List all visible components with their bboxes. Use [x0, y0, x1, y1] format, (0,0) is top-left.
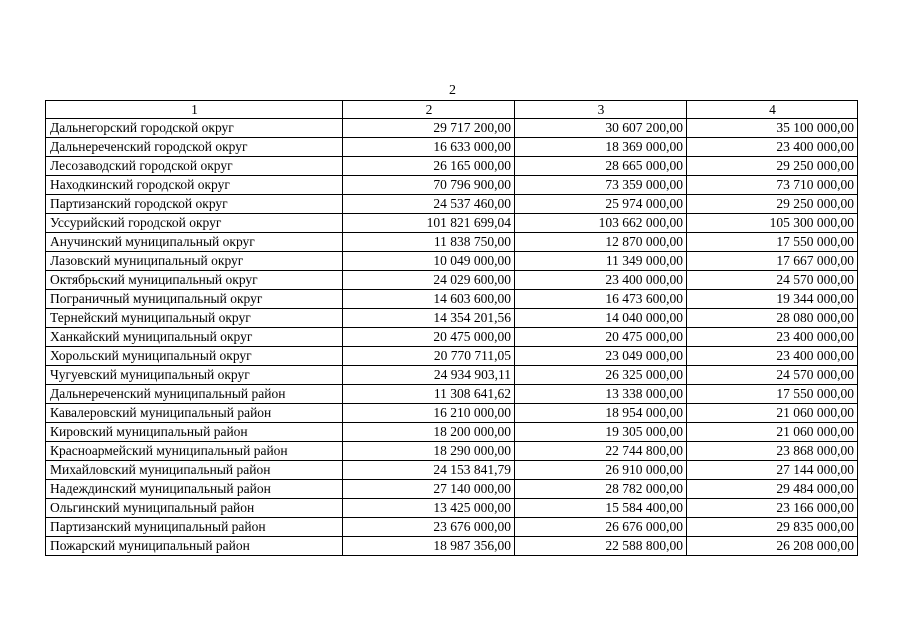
- municipality-name-cell: Дальнереченский муниципальный район: [46, 385, 343, 404]
- value-cell-col2: 27 140 000,00: [343, 480, 515, 499]
- value-cell-col2: 11 838 750,00: [343, 233, 515, 252]
- value-cell-col4: 21 060 000,00: [687, 404, 858, 423]
- table-row: [46, 309, 858, 328]
- table-body: [46, 119, 858, 556]
- municipality-name-cell: Находкинский городской округ: [46, 176, 343, 195]
- value-cell-col4: 29 835 000,00: [687, 518, 858, 537]
- municipality-name-cell: Уссурийский городской округ: [46, 214, 343, 233]
- value-cell-col2: 13 425 000,00: [343, 499, 515, 518]
- value-cell-col2: 20 475 000,00: [343, 328, 515, 347]
- value-cell-col3: 23 400 000,00: [515, 271, 687, 290]
- municipality-name-cell: Чугуевский муниципальный округ: [46, 366, 343, 385]
- table-row: [46, 328, 858, 347]
- municipality-name-cell: Лазовский муниципальный округ: [46, 252, 343, 271]
- value-cell-col2: 11 308 641,62: [343, 385, 515, 404]
- value-cell-col4: 27 144 000,00: [687, 461, 858, 480]
- value-cell-col4: 29 250 000,00: [687, 157, 858, 176]
- municipality-name-cell: Партизанский городской округ: [46, 195, 343, 214]
- value-cell-col3: 26 325 000,00: [515, 366, 687, 385]
- value-cell-col2: 20 770 711,05: [343, 347, 515, 366]
- table-row: [46, 537, 858, 556]
- column-header-1: 1: [46, 101, 343, 119]
- value-cell-col2: 23 676 000,00: [343, 518, 515, 537]
- value-cell-col3: 26 676 000,00: [515, 518, 687, 537]
- value-cell-col2: 24 153 841,79: [343, 461, 515, 480]
- table-row: [46, 499, 858, 518]
- value-cell-col2: 24 029 600,00: [343, 271, 515, 290]
- column-header-2: 2: [343, 101, 515, 119]
- municipality-name-cell: Пожарский муниципальный район: [46, 537, 343, 556]
- value-cell-col3: 18 954 000,00: [515, 404, 687, 423]
- value-cell-col2: 18 290 000,00: [343, 442, 515, 461]
- table-row: [46, 404, 858, 423]
- table-row: [46, 138, 858, 157]
- value-cell-col4: 29 484 000,00: [687, 480, 858, 499]
- column-header-3: 3: [515, 101, 687, 119]
- value-cell-col2: 24 537 460,00: [343, 195, 515, 214]
- value-cell-col3: 16 473 600,00: [515, 290, 687, 309]
- municipality-name-cell: Михайловский муниципальный район: [46, 461, 343, 480]
- value-cell-col2: 14 354 201,56: [343, 309, 515, 328]
- value-cell-col4: 23 400 000,00: [687, 138, 858, 157]
- value-cell-col3: 25 974 000,00: [515, 195, 687, 214]
- value-cell-col3: 73 359 000,00: [515, 176, 687, 195]
- value-cell-col2: 101 821 699,04: [343, 214, 515, 233]
- value-cell-col4: 35 100 000,00: [687, 119, 858, 138]
- column-header-4: 4: [687, 101, 858, 119]
- value-cell-col4: 29 250 000,00: [687, 195, 858, 214]
- table-row: [46, 461, 858, 480]
- municipality-name-cell: Партизанский муниципальный район: [46, 518, 343, 537]
- municipality-name-cell: Хорольский муниципальный округ: [46, 347, 343, 366]
- table-header: [46, 101, 858, 119]
- value-cell-col3: 28 665 000,00: [515, 157, 687, 176]
- value-cell-col4: 17 550 000,00: [687, 385, 858, 404]
- value-cell-col4: 23 400 000,00: [687, 347, 858, 366]
- table-row: [46, 214, 858, 233]
- value-cell-col3: 11 349 000,00: [515, 252, 687, 271]
- value-cell-col3: 28 782 000,00: [515, 480, 687, 499]
- value-cell-col3: 26 910 000,00: [515, 461, 687, 480]
- municipality-name-cell: Пограничный муниципальный округ: [46, 290, 343, 309]
- value-cell-col4: 23 166 000,00: [687, 499, 858, 518]
- table-row: [46, 233, 858, 252]
- municipality-name-cell: Анучинский муниципальный округ: [46, 233, 343, 252]
- table-row: [46, 252, 858, 271]
- municipality-name-cell: Красноармейский муниципальный район: [46, 442, 343, 461]
- table-row: [46, 442, 858, 461]
- table-row: [46, 385, 858, 404]
- value-cell-col2: 29 717 200,00: [343, 119, 515, 138]
- value-cell-col4: 23 400 000,00: [687, 328, 858, 347]
- municipality-name-cell: Кировский муниципальный район: [46, 423, 343, 442]
- table-row: [46, 119, 858, 138]
- table-row: [46, 176, 858, 195]
- value-cell-col2: 26 165 000,00: [343, 157, 515, 176]
- value-cell-col2: 14 603 600,00: [343, 290, 515, 309]
- page-number: 2: [449, 83, 456, 98]
- municipality-name-cell: Тернейский муниципальный округ: [46, 309, 343, 328]
- value-cell-col3: 23 049 000,00: [515, 347, 687, 366]
- value-cell-col3: 22 588 800,00: [515, 537, 687, 556]
- municipality-name-cell: Дальнегорский городской округ: [46, 119, 343, 138]
- value-cell-col4: 23 868 000,00: [687, 442, 858, 461]
- value-cell-col4: 21 060 000,00: [687, 423, 858, 442]
- value-cell-col4: 17 550 000,00: [687, 233, 858, 252]
- value-cell-col2: 70 796 900,00: [343, 176, 515, 195]
- value-cell-col3: 22 744 800,00: [515, 442, 687, 461]
- value-cell-col3: 15 584 400,00: [515, 499, 687, 518]
- table-row: [46, 157, 858, 176]
- municipality-name-cell: Октябрьский муниципальный округ: [46, 271, 343, 290]
- value-cell-col4: 19 344 000,00: [687, 290, 858, 309]
- value-cell-col3: 103 662 000,00: [515, 214, 687, 233]
- value-cell-col4: 73 710 000,00: [687, 176, 858, 195]
- municipality-name-cell: Ханкайский муниципальный округ: [46, 328, 343, 347]
- value-cell-col4: 17 667 000,00: [687, 252, 858, 271]
- value-cell-col3: 13 338 000,00: [515, 385, 687, 404]
- header-row: [46, 101, 858, 119]
- table-row: [46, 271, 858, 290]
- value-cell-col3: 20 475 000,00: [515, 328, 687, 347]
- municipality-name-cell: Кавалеровский муниципальный район: [46, 404, 343, 423]
- municipality-name-cell: Лесозаводский городской округ: [46, 157, 343, 176]
- value-cell-col4: 26 208 000,00: [687, 537, 858, 556]
- value-cell-col2: 16 633 000,00: [343, 138, 515, 157]
- value-cell-col2: 24 934 903,11: [343, 366, 515, 385]
- value-cell-col3: 12 870 000,00: [515, 233, 687, 252]
- value-cell-col3: 14 040 000,00: [515, 309, 687, 328]
- municipality-name-cell: Надеждинский муниципальный район: [46, 480, 343, 499]
- value-cell-col4: 24 570 000,00: [687, 271, 858, 290]
- table-row: [46, 290, 858, 309]
- value-cell-col2: 10 049 000,00: [343, 252, 515, 271]
- table-row: [46, 347, 858, 366]
- value-cell-col2: 16 210 000,00: [343, 404, 515, 423]
- value-cell-col2: 18 987 356,00: [343, 537, 515, 556]
- municipality-name-cell: Ольгинский муниципальный район: [46, 499, 343, 518]
- value-cell-col3: 19 305 000,00: [515, 423, 687, 442]
- budget-table: [45, 100, 858, 556]
- municipality-name-cell: Дальнереченский городской округ: [46, 138, 343, 157]
- table-row: [46, 518, 858, 537]
- value-cell-col3: 30 607 200,00: [515, 119, 687, 138]
- value-cell-col3: 18 369 000,00: [515, 138, 687, 157]
- table-row: [46, 423, 858, 442]
- value-cell-col4: 24 570 000,00: [687, 366, 858, 385]
- table-row: [46, 480, 858, 499]
- value-cell-col2: 18 200 000,00: [343, 423, 515, 442]
- value-cell-col4: 28 080 000,00: [687, 309, 858, 328]
- value-cell-col4: 105 300 000,00: [687, 214, 858, 233]
- table-row: [46, 366, 858, 385]
- table-row: [46, 195, 858, 214]
